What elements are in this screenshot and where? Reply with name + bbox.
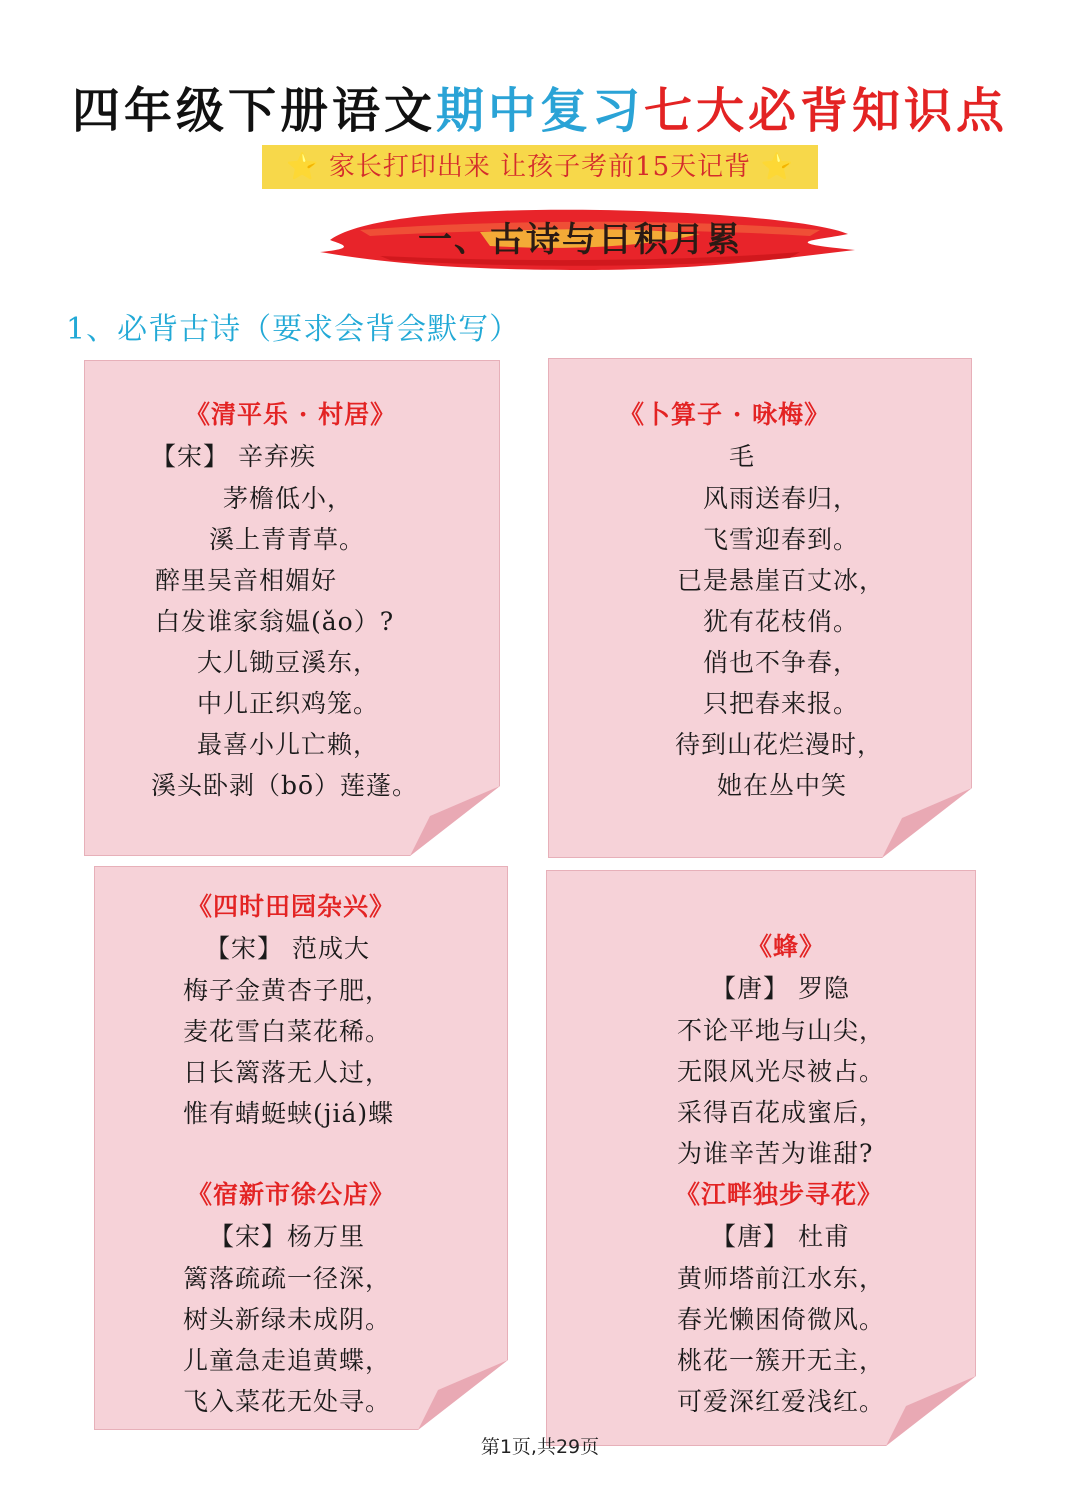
poem-line: 白发谁家翁媪(ǎo）? bbox=[155, 607, 395, 636]
section-banner bbox=[300, 200, 860, 280]
poem-author: 【唐】 罗隐 bbox=[711, 974, 850, 1003]
poem-line: 飞入菜花无处寻。 bbox=[183, 1387, 392, 1416]
subtitle-banner: ⭐ 家长打印出来 让孩子考前15天记背 ⭐ bbox=[262, 145, 818, 189]
poem-line: 惟有蜻蜓蛱(jiá)蝶 bbox=[183, 1099, 395, 1128]
poem-line: 梅子金黄杏子肥， bbox=[183, 976, 392, 1005]
poem-line: 春光懒困倚微风。 bbox=[677, 1305, 886, 1334]
poem-line: 最喜小儿亡赖， bbox=[197, 730, 380, 759]
poem-title: 《四时田园杂兴》 bbox=[187, 892, 396, 921]
poem-card-1 bbox=[84, 360, 500, 856]
poem-author: 毛 bbox=[729, 442, 756, 471]
poem-line: 不论平地与山尖， bbox=[677, 1016, 886, 1045]
page-number: 第1页,共29页 bbox=[480, 1436, 600, 1458]
poem-title: 《蜂》 bbox=[747, 932, 826, 961]
poem-title: 《江畔独步寻花》 bbox=[675, 1180, 884, 1209]
page-curl-icon bbox=[418, 1360, 508, 1430]
poem-line: 俏也不争春， bbox=[703, 648, 860, 677]
poem-author: 【宋】 范成大 bbox=[205, 934, 370, 963]
poem-line: 溪上青青草。 bbox=[209, 525, 366, 554]
poem-line: 已是悬崖百丈冰， bbox=[677, 566, 886, 595]
poem-card-4 bbox=[546, 870, 976, 1446]
poem-title: 《宿新市徐公店》 bbox=[187, 1180, 396, 1209]
section-banner-label: 一、古诗与日积月累 bbox=[418, 220, 742, 260]
poem-line: 可爱深红爱浅红。 bbox=[677, 1387, 886, 1416]
poem-line: 醉里吴音相媚好 bbox=[155, 566, 338, 595]
poem-line: 她在丛中笑 bbox=[717, 771, 848, 800]
poem-title: 《清平乐 · 村居》 bbox=[185, 400, 397, 429]
poem-line: 待到山花烂漫时， bbox=[675, 730, 884, 759]
poem-line: 中儿正织鸡笼。 bbox=[197, 689, 380, 718]
poem-line: 采得百花成蜜后， bbox=[677, 1098, 886, 1127]
poem-line: 篱落疏疏一径深， bbox=[183, 1264, 392, 1293]
poem-line: 树头新绿未成阴。 bbox=[183, 1305, 392, 1334]
poem-line: 犹有花枝俏。 bbox=[703, 607, 860, 636]
poem-author: 【唐】 杜甫 bbox=[711, 1222, 850, 1251]
poem-line: 儿童急走追黄蝶， bbox=[183, 1346, 392, 1375]
poem-author: 【宋】杨万里 bbox=[209, 1222, 366, 1251]
poem-line: 桃花一簇开无主， bbox=[677, 1346, 886, 1375]
poem-line: 黄师塔前江水东， bbox=[677, 1264, 886, 1293]
poem-line: 大儿锄豆溪东， bbox=[197, 648, 380, 677]
poem-line: 麦花雪白菜花稀。 bbox=[183, 1017, 392, 1046]
poem-author: 【宋】 辛弃疾 bbox=[151, 442, 316, 471]
title-part-3: 七大必背知识点 bbox=[644, 83, 1009, 139]
poem-card-3 bbox=[94, 866, 508, 1430]
poem-line: 只把春来报。 bbox=[703, 689, 860, 718]
poem-line: 日长篱落无人过， bbox=[183, 1058, 392, 1087]
title-part-1: 四年级下册语文 bbox=[71, 83, 436, 139]
section-heading: 1、必背古诗（要求会背会默写） bbox=[66, 312, 521, 347]
poem-line: 风雨送春归， bbox=[703, 484, 860, 513]
poem-card-2 bbox=[548, 358, 972, 858]
poem-line: 无限风光尽被占。 bbox=[677, 1057, 886, 1086]
title-part-2: 期中复习 bbox=[435, 83, 644, 139]
page-curl-icon bbox=[882, 788, 972, 858]
poem-line: 为谁辛苦为谁甜? bbox=[677, 1139, 874, 1168]
poem-line: 飞雪迎春到。 bbox=[703, 525, 860, 554]
page-curl-icon bbox=[410, 786, 500, 856]
poem-title: 《卜算子 · 咏梅》 bbox=[619, 400, 831, 429]
poem-line: 溪头卧剥（bō）莲蓬。 bbox=[151, 771, 419, 800]
page-title bbox=[0, 72, 1080, 141]
poem-line: 茅檐低小， bbox=[223, 484, 354, 513]
